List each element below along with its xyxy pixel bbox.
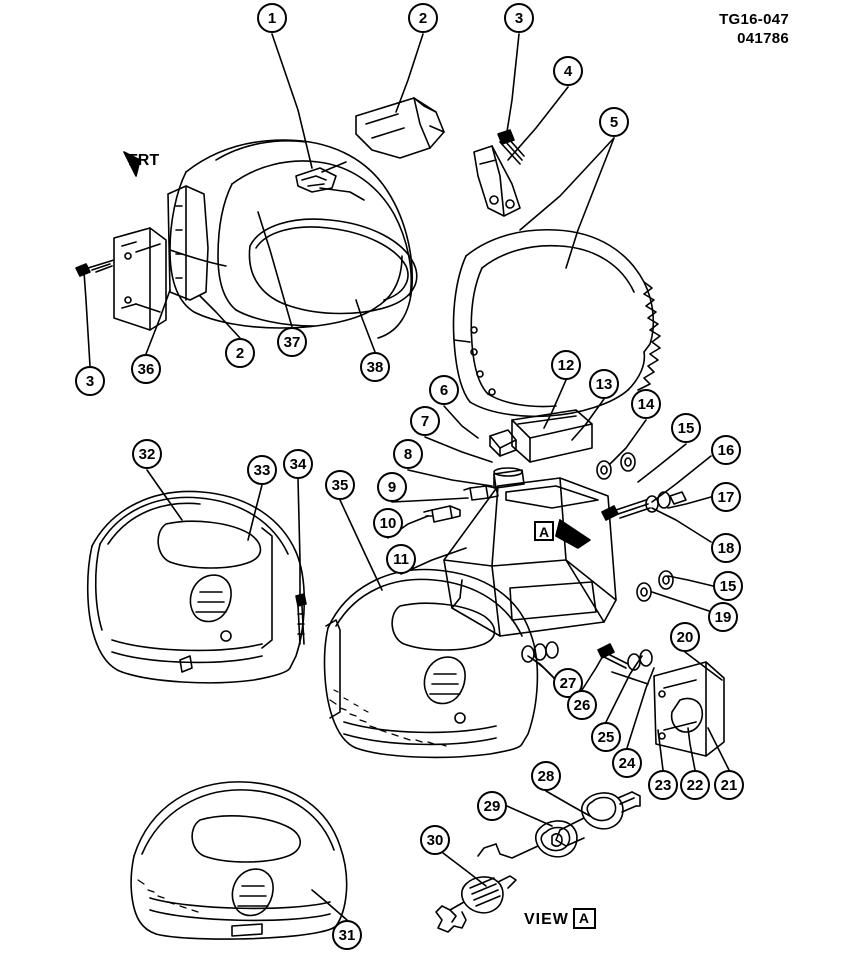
callout-30: 30 (420, 825, 450, 855)
detail-a-marker: A (534, 521, 554, 541)
callout-4: 4 (553, 56, 583, 86)
callout-7: 7 (410, 406, 440, 436)
callout-27: 27 (553, 668, 583, 698)
callout-12: 12 (551, 350, 581, 380)
callout-6: 6 (429, 375, 459, 405)
callout-2: 2 (225, 338, 255, 368)
view-word: VIEW (524, 911, 569, 928)
callout-10: 10 (373, 508, 403, 538)
callout-31: 31 (332, 920, 362, 950)
callout-17: 17 (711, 482, 741, 512)
callout-28: 28 (531, 761, 561, 791)
view-letter: A (573, 908, 596, 929)
callout-20: 20 (670, 622, 700, 652)
callout-32: 32 (132, 439, 162, 469)
callout-36: 36 (131, 354, 161, 384)
drawing-number (719, 10, 789, 48)
callout-16: 16 (711, 435, 741, 465)
callout-18: 18 (711, 533, 741, 563)
callout-34: 34 (283, 449, 313, 479)
front-direction-label: FRT (128, 152, 160, 169)
callout-5: 5 (599, 107, 629, 137)
callout-9: 9 (377, 472, 407, 502)
callout-38: 38 (360, 352, 390, 382)
drawing-code-line2: 041786 (737, 30, 789, 47)
callout-26: 26 (567, 690, 597, 720)
callout-35: 35 (325, 470, 355, 500)
callout-1: 1 (257, 3, 287, 33)
view-a-label (524, 908, 596, 929)
callout-22: 22 (680, 770, 710, 800)
callout-14: 14 (631, 389, 661, 419)
callout-21: 21 (714, 770, 744, 800)
callout-24: 24 (612, 748, 642, 778)
callout-19: 19 (708, 602, 738, 632)
callout-3: 3 (504, 3, 534, 33)
callout-11: 11 (386, 544, 416, 574)
callout-15: 15 (713, 571, 743, 601)
callout-37: 37 (277, 327, 307, 357)
callout-15: 15 (671, 413, 701, 443)
callout-23: 23 (648, 770, 678, 800)
drawing-code-line1: TG16-047 (719, 11, 789, 28)
callout-13: 13 (589, 369, 619, 399)
callout-25: 25 (591, 722, 621, 752)
callout-8: 8 (393, 439, 423, 469)
callout-33: 33 (247, 455, 277, 485)
callout-3: 3 (75, 366, 105, 396)
callout-2: 2 (408, 3, 438, 33)
callout-29: 29 (477, 791, 507, 821)
